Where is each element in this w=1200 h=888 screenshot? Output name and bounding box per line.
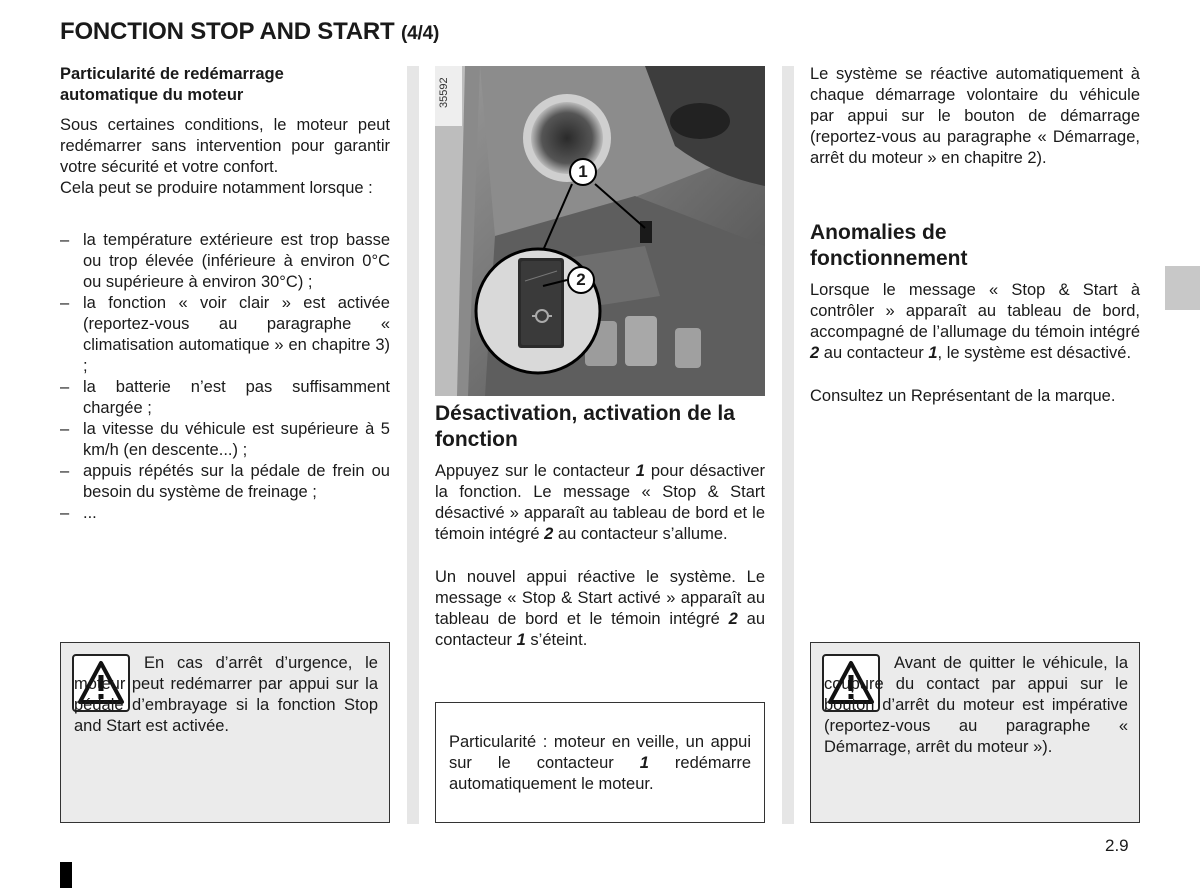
reactivation-info: Le système se réactive automatiquement à chaque démarrage volontaire du véhicule par appui sur le bouton de démarrage (reportez-vous au paragraphe « Démarrage, arrêt du moteur » en chapitre 2). [810, 65, 1140, 167]
note-box-standby [435, 702, 765, 823]
note-text-standby: Particularité : moteur en veille, un appui sur le contacteur 1 redémarre automatiquement le moteur. [449, 733, 752, 793]
column-separator-right [782, 66, 794, 824]
list-item: – la vitesse du véhicule est supérieure à 5 km/h (en descente...) ; [60, 420, 390, 459]
photo-reference-code: 35592 [438, 77, 450, 108]
deactivation-heading: Désactivation, activation de la fonction [435, 402, 735, 451]
restart-intro: Sous certaines conditions, le moteur peut redémarrer sans intervention pour garantir votre sécurité et votre confort. [60, 116, 390, 176]
reactivation-paragraph: Un nouvel appui réactive le système. Le message « Stop & Start activé » apparaît au tableau de bord et le témoin intégré 2 au contacteur 1 s’éteint. [435, 568, 765, 649]
list-item: – appuis répétés sur la pédale de frein ou besoin du système de freinage ; [60, 462, 390, 501]
callout-1: 1 [578, 162, 588, 181]
deactivation-paragraph: Appuyez sur le contacteur 1 pour désactiver la fonction. Le message « Stop & Start désactivé » apparaît au tableau de bord et le témoin intégré 2 au contacteur s’allume. [435, 462, 765, 543]
restart-subtitle: Particularité de redémarrage automatique du moteur [60, 65, 284, 104]
dashboard-photo [435, 66, 765, 396]
warning-text-emergency: En cas d’arrêt d’urgence, le moteur peut redémarrer par appui sur la pédale d’embrayage si la fonction Stop and Start est activée. [74, 654, 378, 735]
page-title [60, 18, 439, 46]
list-item: – la batterie n’est pas suffisamment chargée ; [60, 378, 390, 417]
restart-intro-2: Cela peut se produire notamment lorsque : [60, 179, 373, 197]
callout-2: 2 [576, 270, 586, 289]
list-item: – ... [60, 504, 97, 522]
column-separator-left [407, 66, 419, 824]
anomalies-paragraph: Lorsque le message « Stop & Start à contrôler » apparaît au tableau de bord, accompagné de l’allumage du témoin intégré 2 au contacteur 1, le système est désactivé. [810, 281, 1140, 362]
restart-conditions-list [60, 230, 390, 524]
warning-box-emergency [60, 642, 390, 823]
list-item: – la température extérieure est trop basse ou trop élevée (inférieure à environ 0°C ou supérieure à environ 30°C) ; [60, 231, 390, 291]
anomalies-contact: Consultez un Représentant de la marque. [810, 387, 1116, 405]
warning-box-leave-vehicle [810, 642, 1140, 823]
chapter-tab [1165, 266, 1200, 310]
page-number: 2.9 [1105, 836, 1129, 855]
list-item: – la fonction « voir clair » est activée (reportez-vous au paragraphe « climatisation automatique » en chapitre 3) ; [60, 294, 390, 375]
title-main: FONCTION STOP AND START [60, 18, 395, 45]
warning-text-leave-vehicle: Avant de quitter le véhicule, la coupure du contact par appui sur le bouton d’arrêt du moteur est impérative (reportez-vous au paragraphe « Démarrage, arrêt du moteur »). [824, 654, 1128, 756]
page-edge-mark [60, 862, 72, 888]
anomalies-heading: Anomalies de fonctionnement [810, 221, 968, 270]
title-suffix: (4/4) [401, 23, 440, 44]
